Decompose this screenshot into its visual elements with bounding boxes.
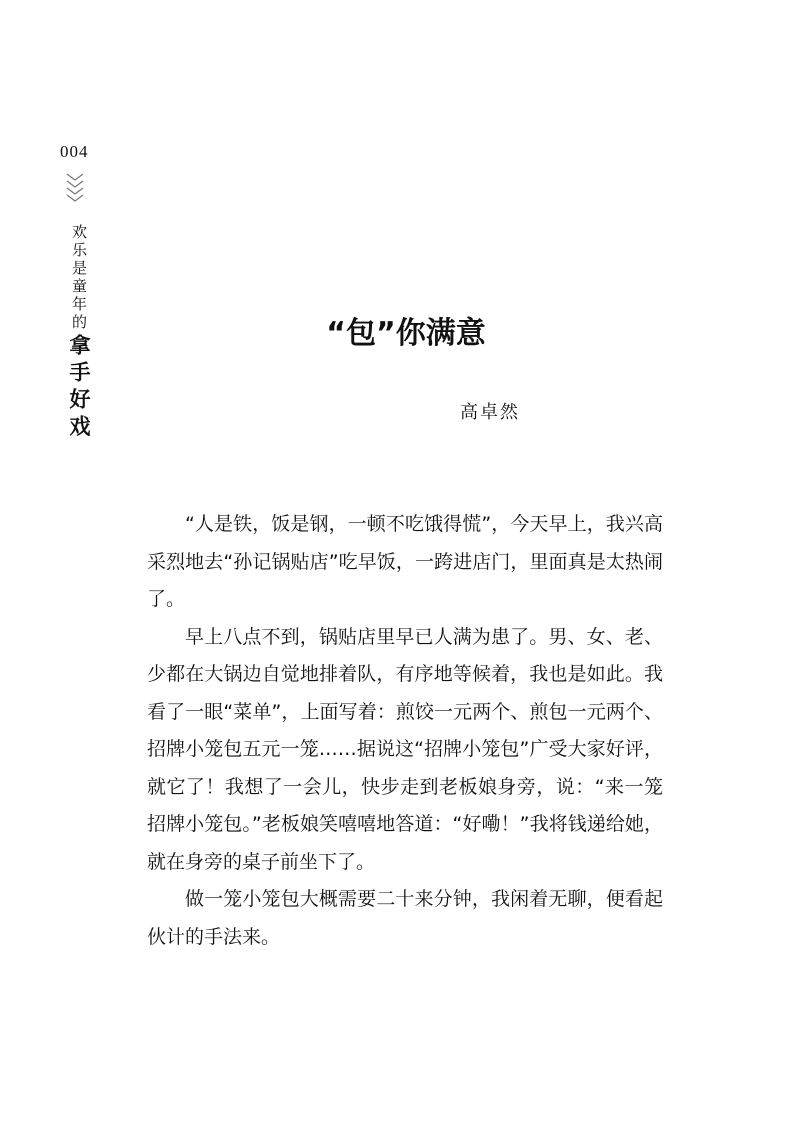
article-title: “包”你满意 xyxy=(326,316,486,351)
running-header-small: 欢乐是童年的 xyxy=(70,224,88,332)
running-header-big: 拿手好戏 xyxy=(67,334,92,442)
author-name: 高卓然 xyxy=(460,402,520,423)
paragraph: 做一笼小笼包大概需要二十来分钟，我闲着无聊，便看起伙计的手法来。 xyxy=(147,888,663,948)
article-body xyxy=(147,506,663,956)
chevron-down-icon xyxy=(64,172,86,206)
paragraph: 早上八点不到，锅贴店里早已人满为患了。男、女、老、少都在大锅边自觉地排着队，有序地等候着，我也是如此。我看了一眼“菜单”，上面写着：煎饺一元两个、煎包一元两个、招牌小笼包五元一笼……据说这“招牌小笼包”广受大家好评，就它了！我想了一会儿，快步走到老板娘身旁，说：“来一笼招牌小笼包。”老板娘笑嘻嘻地答道：“好嘞！”我将钱递给她，就在身旁的桌子前坐下了。 xyxy=(147,625,663,873)
paragraph: “人是铁，饭是钢，一顿不吃饿得慌”，今天早上，我兴高采烈地去“孙记锅贴店”吃早饭，一跨进店门，里面真是太热闹了。 xyxy=(147,513,663,610)
page-number: 004 xyxy=(60,142,89,161)
